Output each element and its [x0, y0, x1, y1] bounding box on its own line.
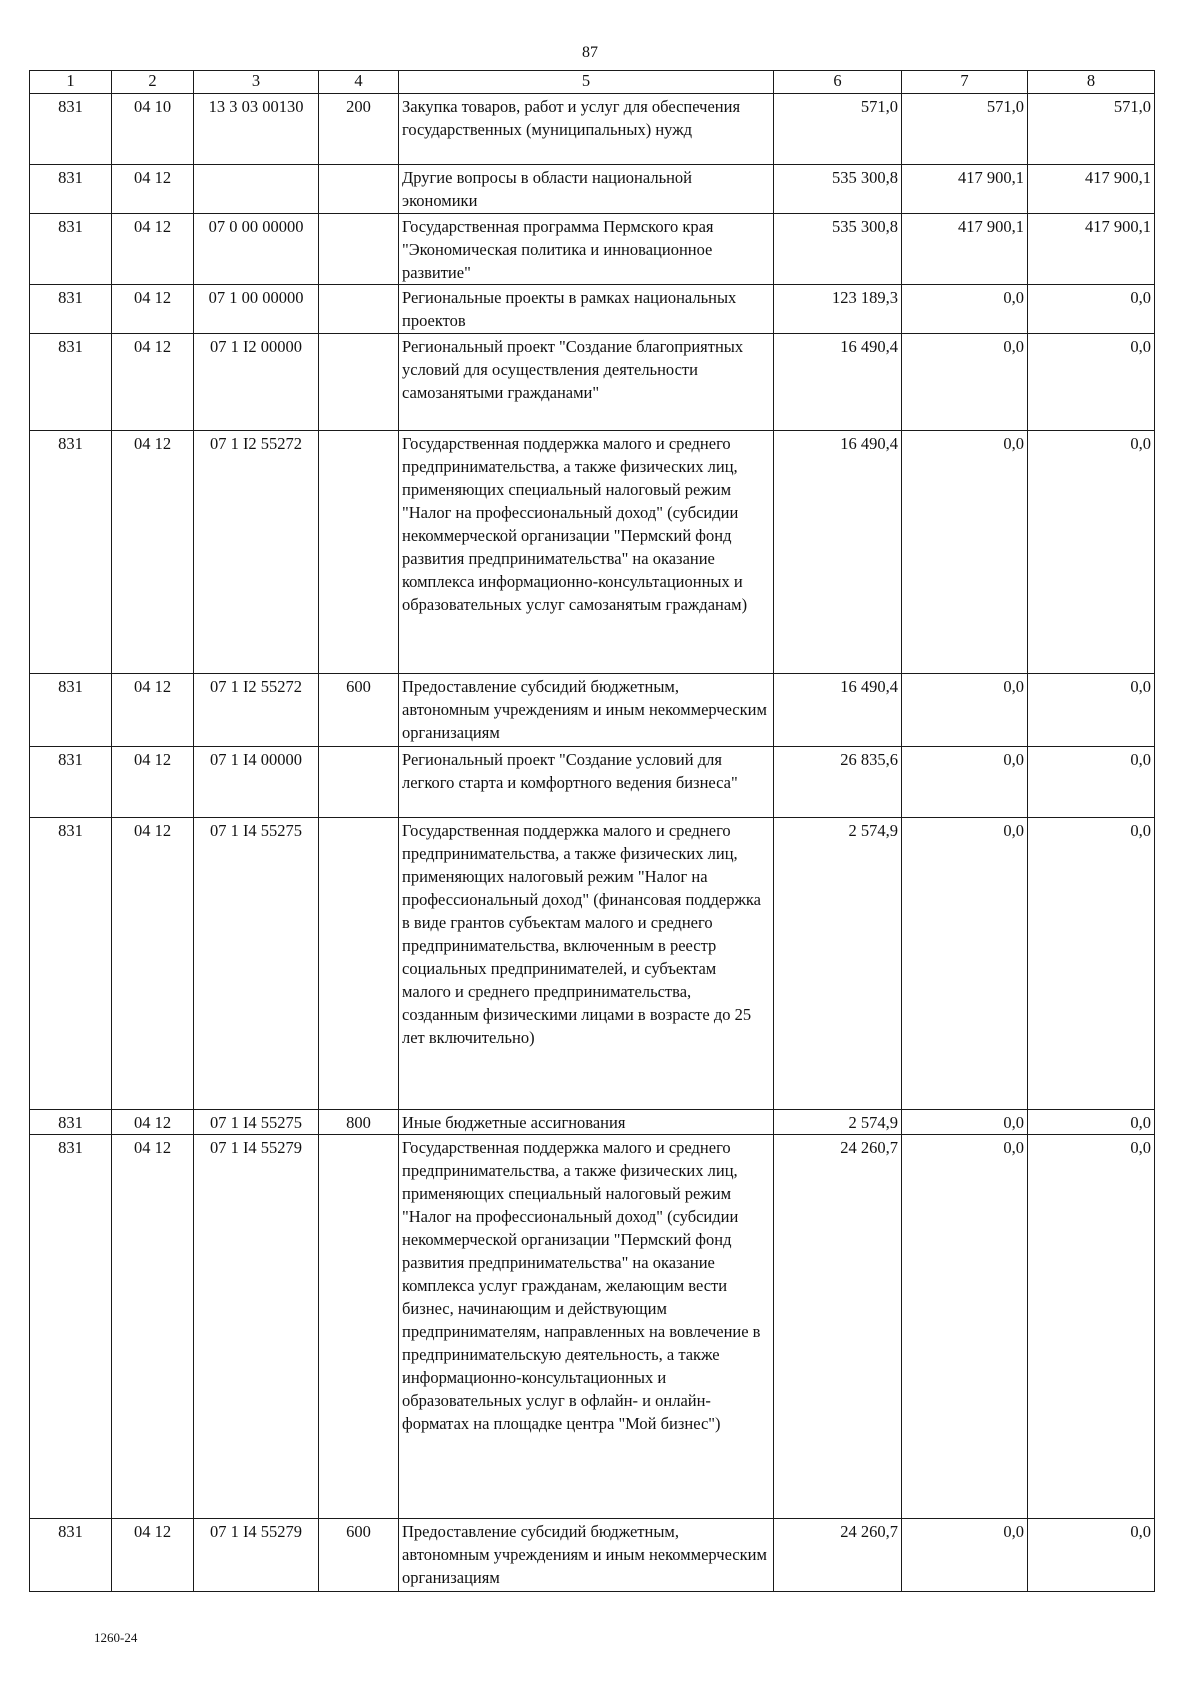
cell-admin-code: 831	[30, 747, 112, 818]
cell-target-article: 07 1 I2 00000	[194, 334, 319, 431]
table-row	[30, 818, 1155, 1110]
cell-amount-year3: 0,0	[1028, 674, 1155, 747]
cell-description: Предоставление субсидий бюджетным, автономным учреждениям и иным некоммерческим организациям	[399, 674, 774, 747]
cell-amount-year1: 571,0	[774, 94, 902, 165]
cell-amount-year3: 571,0	[1028, 94, 1155, 165]
document-code: 1260-24	[94, 1630, 138, 1645]
cell-amount-year1: 16 490,4	[774, 334, 902, 431]
cell-description: Региональные проекты в рамках национальных проектов	[399, 285, 774, 334]
cell-expense-type: 200	[319, 94, 399, 165]
cell-amount-year2: 0,0	[902, 1519, 1028, 1592]
cell-target-article: 07 1 I2 55272	[194, 674, 319, 747]
cell-section: 04 12	[112, 431, 194, 674]
table-row	[30, 165, 1155, 214]
cell-amount-year3: 0,0	[1028, 747, 1155, 818]
column-header: 5	[399, 71, 774, 94]
cell-description: Иные бюджетные ассигнования	[399, 1110, 774, 1135]
cell-description: Государственная программа Пермского края "Экономическая политика и инновационное развитие"	[399, 214, 774, 285]
cell-target-article: 13 3 03 00130	[194, 94, 319, 165]
table-row	[30, 1135, 1155, 1519]
page-number: 87	[582, 44, 598, 61]
table-row	[30, 214, 1155, 285]
cell-description: Государственная поддержка малого и среднего предпринимательства, а также физических лиц, применяющих налоговый режим "Налог на профессиональный доход" (финансовая поддержка в виде грантов субъектам малого и среднего предпринимательства, включенным в реестр социальных предпринимателей, и субъектам малого и среднего предпринимательства, созданным физическими лицами в возрасте до 25 лет включительно)	[399, 818, 774, 1110]
cell-target-article: 07 1 00 00000	[194, 285, 319, 334]
cell-amount-year1: 2 574,9	[774, 1110, 902, 1135]
cell-target-article: 07 1 I2 55272	[194, 431, 319, 674]
column-header: 4	[319, 71, 399, 94]
cell-target-article: 07 1 I4 55279	[194, 1135, 319, 1519]
cell-amount-year2: 0,0	[902, 818, 1028, 1110]
cell-expense-type: 800	[319, 1110, 399, 1135]
cell-section: 04 12	[112, 674, 194, 747]
cell-description: Государственная поддержка малого и среднего предпринимательства, а также физических лиц, применяющих специальный налоговый режим "Налог на профессиональный доход" (субсидии некоммерческой организации "Пермский фонд развития предпринимательства" на оказание комплекса услуг гражданам, желающим вести бизнес, начинающим и действующим предпринимателям, направленных на вовлечение в предпринимательскую деятельность, а также информационно-консультационных и образовательных услуг в офлайн- и онлайн-форматах на площадке центра "Мой бизнес")	[399, 1135, 774, 1519]
cell-description: Другие вопросы в области национальной экономики	[399, 165, 774, 214]
cell-amount-year3: 0,0	[1028, 1110, 1155, 1135]
cell-section: 04 12	[112, 818, 194, 1110]
cell-amount-year2: 417 900,1	[902, 214, 1028, 285]
header-row	[30, 71, 1155, 94]
cell-expense-type	[319, 1135, 399, 1519]
cell-admin-code: 831	[30, 1519, 112, 1592]
cell-amount-year3: 0,0	[1028, 431, 1155, 674]
cell-amount-year2: 0,0	[902, 674, 1028, 747]
table-row	[30, 747, 1155, 818]
cell-target-article	[194, 165, 319, 214]
table-row	[30, 285, 1155, 334]
table-row	[30, 94, 1155, 165]
cell-admin-code: 831	[30, 1110, 112, 1135]
cell-amount-year1: 123 189,3	[774, 285, 902, 334]
cell-section: 04 10	[112, 94, 194, 165]
cell-admin-code: 831	[30, 1135, 112, 1519]
cell-expense-type	[319, 285, 399, 334]
cell-expense-type	[319, 818, 399, 1110]
cell-amount-year3: 417 900,1	[1028, 214, 1155, 285]
cell-target-article: 07 0 00 00000	[194, 214, 319, 285]
budget-table-container	[29, 70, 1154, 1592]
cell-section: 04 12	[112, 1110, 194, 1135]
table-row	[30, 334, 1155, 431]
cell-admin-code: 831	[30, 94, 112, 165]
cell-section: 04 12	[112, 285, 194, 334]
cell-amount-year1: 16 490,4	[774, 674, 902, 747]
cell-target-article: 07 1 I4 55275	[194, 818, 319, 1110]
cell-amount-year1: 24 260,7	[774, 1519, 902, 1592]
cell-amount-year1: 535 300,8	[774, 165, 902, 214]
cell-section: 04 12	[112, 214, 194, 285]
cell-admin-code: 831	[30, 214, 112, 285]
cell-amount-year2: 0,0	[902, 1135, 1028, 1519]
cell-amount-year2: 0,0	[902, 1110, 1028, 1135]
cell-section: 04 12	[112, 165, 194, 214]
cell-admin-code: 831	[30, 674, 112, 747]
cell-description: Региональный проект "Создание благоприятных условий для осуществления деятельности самозанятыми гражданами"	[399, 334, 774, 431]
column-header: 3	[194, 71, 319, 94]
cell-section: 04 12	[112, 1519, 194, 1592]
cell-amount-year3: 0,0	[1028, 1519, 1155, 1592]
cell-expense-type	[319, 165, 399, 214]
table-row	[30, 1519, 1155, 1592]
cell-section: 04 12	[112, 1135, 194, 1519]
cell-amount-year3: 0,0	[1028, 818, 1155, 1110]
cell-expense-type	[319, 214, 399, 285]
cell-description: Государственная поддержка малого и среднего предпринимательства, а также физических лиц, применяющих специальный налоговый режим "Налог на профессиональный доход" (субсидии некоммерческой организации "Пермский фонд развития предпринимательства" на оказание комплекса информационно-консультационных и образовательных услуг самозанятым гражданам)	[399, 431, 774, 674]
cell-amount-year2: 571,0	[902, 94, 1028, 165]
cell-amount-year1: 16 490,4	[774, 431, 902, 674]
cell-expense-type: 600	[319, 674, 399, 747]
cell-amount-year3: 0,0	[1028, 334, 1155, 431]
cell-description: Региональный проект "Создание условий для легкого старта и комфортного ведения бизнеса"	[399, 747, 774, 818]
cell-admin-code: 831	[30, 818, 112, 1110]
cell-amount-year3: 0,0	[1028, 285, 1155, 334]
cell-amount-year2: 417 900,1	[902, 165, 1028, 214]
cell-section: 04 12	[112, 747, 194, 818]
cell-amount-year1: 2 574,9	[774, 818, 902, 1110]
table-row	[30, 674, 1155, 747]
table-row	[30, 1110, 1155, 1135]
cell-expense-type: 600	[319, 1519, 399, 1592]
cell-admin-code: 831	[30, 334, 112, 431]
cell-target-article: 07 1 I4 55275	[194, 1110, 319, 1135]
column-header: 2	[112, 71, 194, 94]
cell-admin-code: 831	[30, 165, 112, 214]
cell-section: 04 12	[112, 334, 194, 431]
cell-target-article: 07 1 I4 00000	[194, 747, 319, 818]
cell-amount-year3: 0,0	[1028, 1135, 1155, 1519]
budget-table	[29, 70, 1155, 1592]
cell-amount-year2: 0,0	[902, 431, 1028, 674]
cell-expense-type	[319, 747, 399, 818]
cell-amount-year2: 0,0	[902, 285, 1028, 334]
cell-admin-code: 831	[30, 431, 112, 674]
column-header: 1	[30, 71, 112, 94]
column-header: 7	[902, 71, 1028, 94]
cell-amount-year1: 26 835,6	[774, 747, 902, 818]
column-header: 8	[1028, 71, 1155, 94]
column-header: 6	[774, 71, 902, 94]
cell-amount-year2: 0,0	[902, 334, 1028, 431]
table-row	[30, 431, 1155, 674]
cell-amount-year1: 24 260,7	[774, 1135, 902, 1519]
cell-description: Закупка товаров, работ и услуг для обеспечения государственных (муниципальных) нужд	[399, 94, 774, 165]
cell-amount-year2: 0,0	[902, 747, 1028, 818]
cell-admin-code: 831	[30, 285, 112, 334]
cell-expense-type	[319, 334, 399, 431]
cell-amount-year1: 535 300,8	[774, 214, 902, 285]
cell-target-article: 07 1 I4 55279	[194, 1519, 319, 1592]
cell-expense-type	[319, 431, 399, 674]
cell-amount-year3: 417 900,1	[1028, 165, 1155, 214]
cell-description: Предоставление субсидий бюджетным, автономным учреждениям и иным некоммерческим организациям	[399, 1519, 774, 1592]
